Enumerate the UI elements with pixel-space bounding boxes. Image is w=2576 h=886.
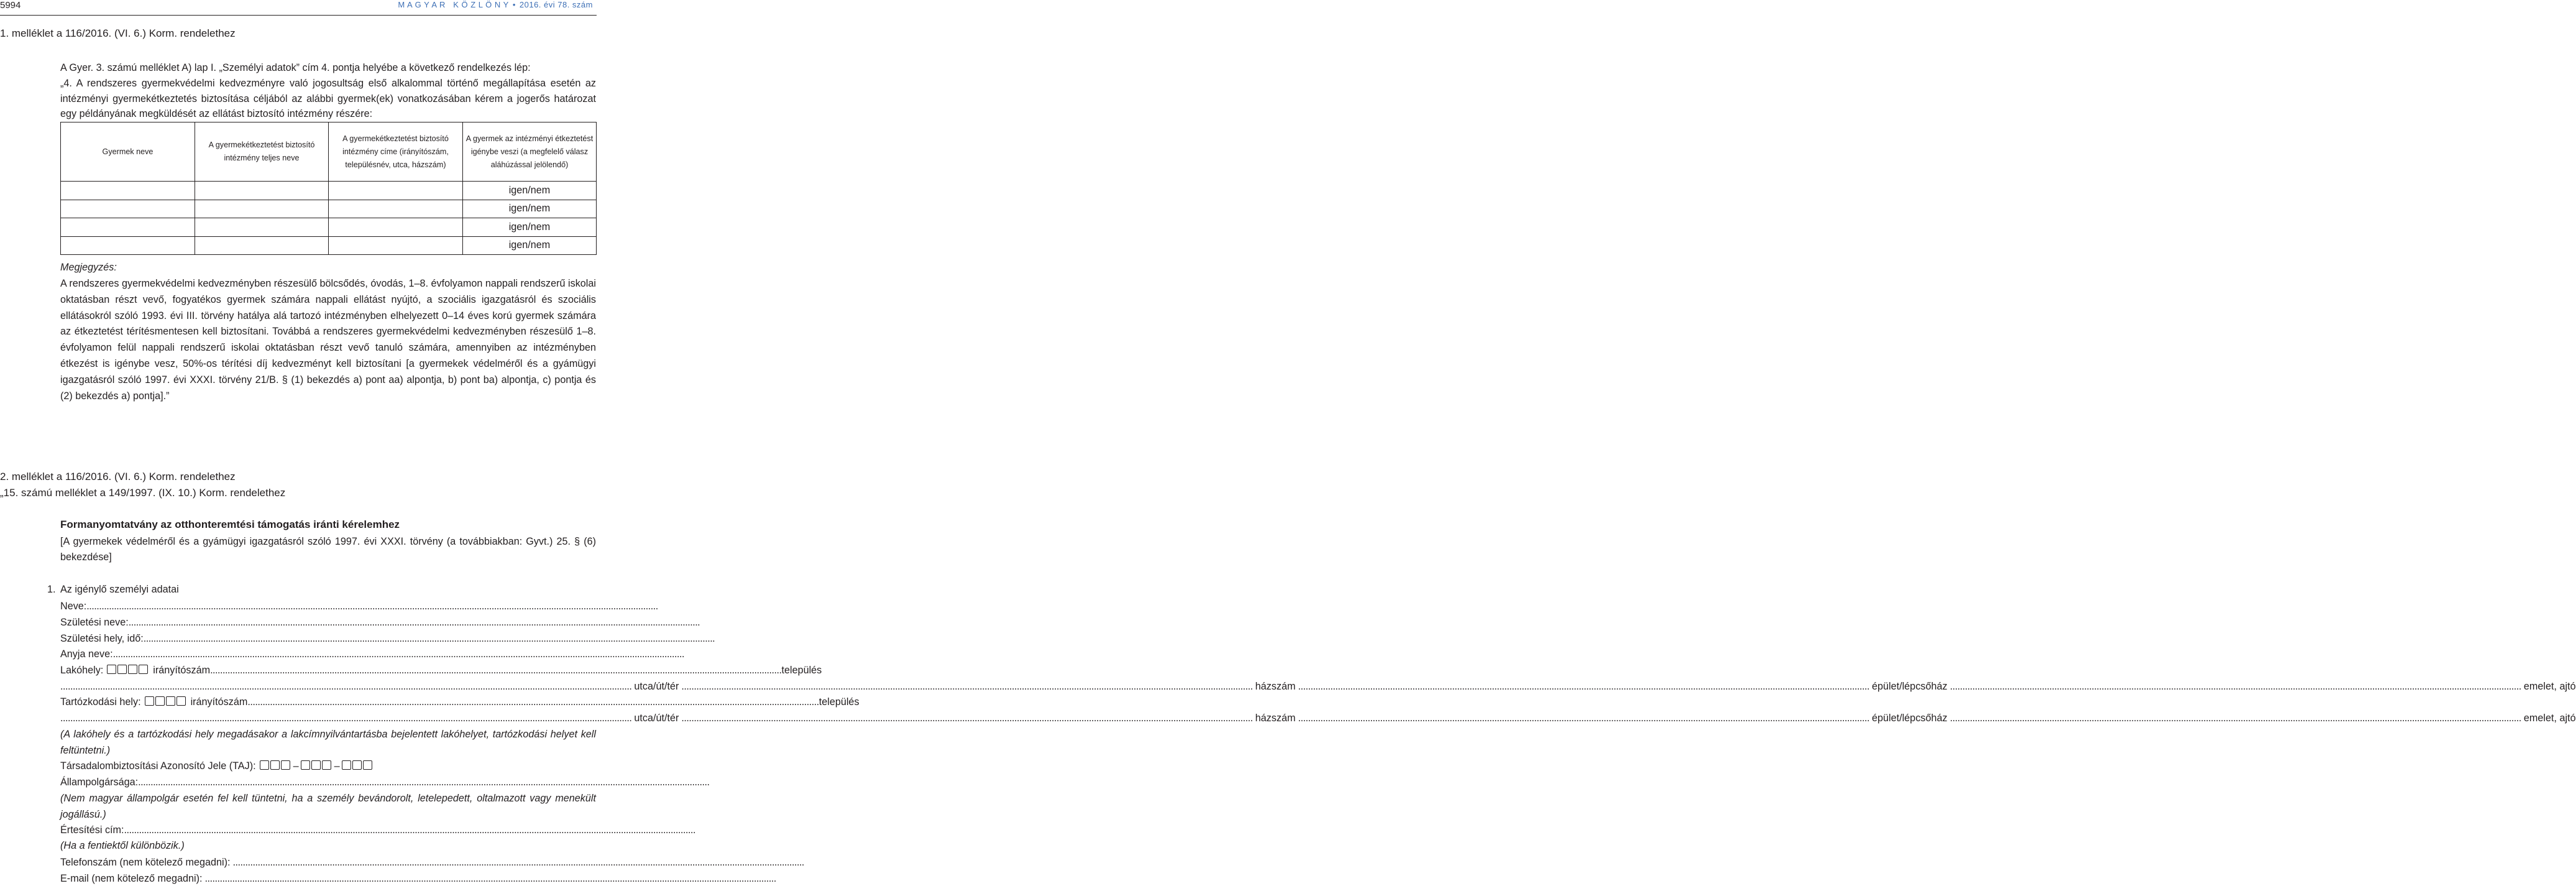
table-header-row bbox=[61, 122, 597, 182]
yes-no-cell[interactable]: igen/nem bbox=[463, 182, 597, 200]
stay-label: Tartózkodási hely: bbox=[60, 696, 141, 708]
stay-house-label: házszám bbox=[1255, 713, 1296, 724]
mother-name-dots[interactable]: ...................................................................................................................................................................................................................................... bbox=[112, 648, 684, 660]
phone-field[interactable] bbox=[60, 856, 804, 869]
institution-name-cell[interactable] bbox=[195, 182, 329, 200]
zip-dots[interactable]: ...................................................................................................................................................................................................................................... bbox=[210, 665, 782, 676]
table-row bbox=[61, 218, 597, 237]
phone-dots[interactable]: ...................................................................................................................................................................................................................................... bbox=[232, 857, 804, 868]
section-number: 1. bbox=[47, 584, 56, 595]
birth-place-label: Születési hely, idő: bbox=[60, 633, 144, 644]
annex-1-paragraph: „4. A rendszeres gyermekvédelmi kedvezményre való jogosultság első alkalommal történő megállapítása esetén az intézményi gyermekétkeztetés biztosítása céljából az alábbi gyermek(ek) vonatkozásában kérem a jogerős határozat egy példányának megküldését az ellátást biztosító intézmény részére: bbox=[60, 78, 596, 119]
citizenship-note: (Nem magyar állampolgár esetén fel kell tüntetni, ha a személy bevándorolt, letelepedett, oltalmazott vagy menekült jogállású.) bbox=[60, 793, 596, 820]
journal-header bbox=[398, 0, 593, 9]
table-row bbox=[61, 182, 597, 200]
col-child-name: Gyermek neve bbox=[61, 122, 195, 182]
taj-field[interactable] bbox=[60, 760, 596, 772]
child-name-cell[interactable] bbox=[61, 182, 195, 200]
notify-note: (Ha a fentiektől különbözik.) bbox=[60, 840, 185, 851]
form-title: Formanyomtatvány az otthonteremtési támogatás iránti kérelemhez bbox=[60, 519, 400, 530]
institution-name-cell[interactable] bbox=[195, 236, 329, 255]
town-label: település bbox=[781, 665, 822, 676]
residence-label: Lakóhely: bbox=[60, 665, 104, 676]
annex-2-subtitle: „15. számú melléklet a 149/1997. (IX. 10.) Korm. rendelethez bbox=[0, 487, 286, 499]
birth-place-dots[interactable]: ...................................................................................................................................................................................................................................... bbox=[143, 633, 715, 644]
annex-1-intro: A Gyer. 3. számú melléklet A) lap I. „Személyi adatok” cím 4. pontja helyébe a következő rendelkezés lép: bbox=[60, 62, 531, 73]
stay-line-1[interactable] bbox=[60, 696, 859, 708]
house-label: házszám bbox=[1255, 681, 1296, 692]
building-label: épület/lépcsőház bbox=[1871, 681, 1948, 692]
name-dots[interactable]: ...................................................................................................................................................................................................................................... bbox=[86, 601, 658, 612]
institution-name-cell[interactable] bbox=[195, 200, 329, 218]
institution-address-cell[interactable] bbox=[329, 182, 463, 200]
institution-name-cell[interactable] bbox=[195, 218, 329, 237]
stay-building-dots[interactable]: ...................................................................................................................................................................................................................................... bbox=[1298, 713, 1869, 724]
section-title: Az igénylő személyi adatai bbox=[60, 584, 179, 595]
stay-zip-label: irányítószám bbox=[190, 696, 248, 708]
note-title: Megjegyzés: bbox=[60, 262, 117, 273]
institution-address-cell[interactable] bbox=[329, 200, 463, 218]
zip-label: irányítószám bbox=[153, 665, 211, 676]
stay-house-dots[interactable]: ...................................................................................................................................................................................................................................... bbox=[681, 713, 1253, 724]
institution-address-cell[interactable] bbox=[329, 218, 463, 237]
stay-floor-label: emelet, ajtó bbox=[2523, 713, 2576, 724]
issue-number: 2016. évi 78. szám bbox=[519, 0, 593, 9]
stay-street-label: utca/út/tér bbox=[634, 713, 679, 724]
birth-name-label: Születési neve: bbox=[60, 617, 129, 628]
citizenship-dots[interactable]: ...................................................................................................................................................................................................................................... bbox=[138, 777, 710, 788]
yes-no-cell[interactable]: igen/nem bbox=[463, 236, 597, 255]
yes-no-cell[interactable]: igen/nem bbox=[463, 200, 597, 218]
stay-floor-dots[interactable]: ...................................................................................................................................................................................................................................... bbox=[1950, 713, 2521, 724]
floor-label: emelet, ajtó bbox=[2523, 681, 2576, 692]
stay-town-label: település bbox=[818, 696, 859, 708]
citizenship-label: Állampolgársága: bbox=[60, 777, 139, 788]
col-institution-name: A gyermekétkeztetést biztosító intézmény teljes neve bbox=[195, 122, 329, 182]
phone-label: Telefonszám (nem kötelező megadni): bbox=[60, 857, 231, 868]
floor-dots[interactable]: ...................................................................................................................................................................................................................................... bbox=[1950, 681, 2521, 692]
birth-name-dots[interactable]: ...................................................................................................................................................................................................................................... bbox=[128, 617, 700, 628]
house-dots[interactable]: ...................................................................................................................................................................................................................................... bbox=[681, 681, 1253, 692]
zip-boxes[interactable] bbox=[107, 664, 149, 676]
yes-no-cell[interactable]: igen/nem bbox=[463, 218, 597, 237]
col-catering-use: A gyermek az intézményi étkeztetést igénybe veszi (a megfelelő válasz aláhúzással jelölendő) bbox=[463, 122, 597, 182]
address-note: (A lakóhely és a tartózkodási hely megadásakor a lakcímnyilvántartásba bejelentett lakóhelyet, tartózkodási helyet kell feltüntetni.) bbox=[60, 729, 596, 756]
children-table bbox=[60, 122, 597, 255]
note-text: A rendszeres gyermekvédelmi kedvezményben részesülő bölcsődés, óvodás, 1–8. évfolyamon nappali rendszerű iskolai oktatásban részt vevő, fogyatékos gyermek számára nappali ellátást nyújtó, a szociális igazgatásról és szociális ellátásokról szóló 1993. évi III. törvény hatálya alá tartozó intézményben elhelyezett 0–14 éves korú gyermek számára az étkeztetést térítésmentesen kell biztosítani. Továbbá a rendszeres gyermekvédelmi kedvezményben részesülő 1–8. évfolyamon felül nappali rendszerű iskolai oktatásban részt vevő tanuló számára, amennyiben az intézményben étkezést is igénybe vesz, 50%-os térítési díj kedvezményt kell biztosítani [a gyermekek védelméről és a gyámügyi igazgatásról szóló 1997. évi XXXI. törvény 21/B. § (1) bekezdés a) pont aa) alpontja, b) pont ba) alpontja, c) pontja és (2) bekezdés a) pontja].” bbox=[60, 278, 596, 402]
street-dots[interactable]: ...................................................................................................................................................................................................................................... bbox=[60, 681, 632, 692]
form-reference: [A gyermekek védelméről és a gyámügyi igazgatásról szóló 1997. évi XXXI. törvény (a továbbiakban: Gyvt.) 25. § (6) bekezdése] bbox=[60, 536, 596, 563]
annex-1-title: 1. melléklet a 116/2016. (VI. 6.) Korm. rendelethez bbox=[0, 27, 236, 39]
email-dots[interactable]: ...................................................................................................................................................................................................................................... bbox=[204, 873, 776, 884]
stay-street-dots[interactable]: ...................................................................................................................................................................................................................................... bbox=[60, 713, 632, 724]
notify-address-dots[interactable]: ...................................................................................................................................................................................................................................... bbox=[124, 824, 695, 836]
stay-line-2[interactable] bbox=[60, 712, 2576, 724]
child-name-cell[interactable] bbox=[61, 200, 195, 218]
name-field[interactable] bbox=[60, 600, 658, 612]
residence-line-1[interactable] bbox=[60, 664, 822, 676]
col-institution-address: A gyermekétkeztetést biztosító intézmény címe (irányítószám, településnév, utca, házszám) bbox=[329, 122, 463, 182]
stay-building-label: épület/lépcsőház bbox=[1871, 713, 1948, 724]
street-label: utca/út/tér bbox=[634, 681, 679, 692]
email-label: E-mail (nem kötelező megadni): bbox=[60, 873, 203, 884]
header-bullet: • bbox=[512, 0, 516, 9]
birth-name-field[interactable] bbox=[60, 616, 700, 629]
mother-name-label: Anyja neve: bbox=[60, 648, 113, 660]
header-divider bbox=[0, 15, 597, 16]
annex-2-title: 2. melléklet a 116/2016. (VI. 6.) Korm. rendelethez bbox=[0, 471, 236, 482]
page-number: 5994 bbox=[0, 0, 21, 11]
notify-address-label: Értesítési cím: bbox=[60, 824, 124, 836]
child-name-cell[interactable] bbox=[61, 218, 195, 237]
institution-address-cell[interactable] bbox=[329, 236, 463, 255]
journal-name: M A G Y A R K Ö Z L Ö N Y bbox=[398, 0, 509, 9]
notify-address-field[interactable] bbox=[60, 824, 695, 836]
taj-boxes[interactable]: – – bbox=[260, 760, 374, 772]
stay-zip-boxes[interactable] bbox=[145, 696, 187, 708]
stay-zip-dots[interactable]: ...................................................................................................................................................................................................................................... bbox=[247, 696, 819, 708]
taj-label: Társadalombiztosítási Azonosító Jele (TAJ): bbox=[60, 760, 256, 772]
table-row bbox=[61, 236, 597, 255]
birth-place-field[interactable] bbox=[60, 632, 715, 645]
name-label: Neve: bbox=[60, 601, 87, 612]
citizenship-field[interactable] bbox=[60, 776, 710, 788]
email-field[interactable] bbox=[60, 872, 776, 885]
table-row bbox=[61, 200, 597, 218]
mother-name-field[interactable] bbox=[60, 648, 684, 660]
child-name-cell[interactable] bbox=[61, 236, 195, 255]
residence-line-2[interactable] bbox=[60, 680, 2576, 693]
building-dots[interactable]: ...................................................................................................................................................................................................................................... bbox=[1298, 681, 1869, 692]
